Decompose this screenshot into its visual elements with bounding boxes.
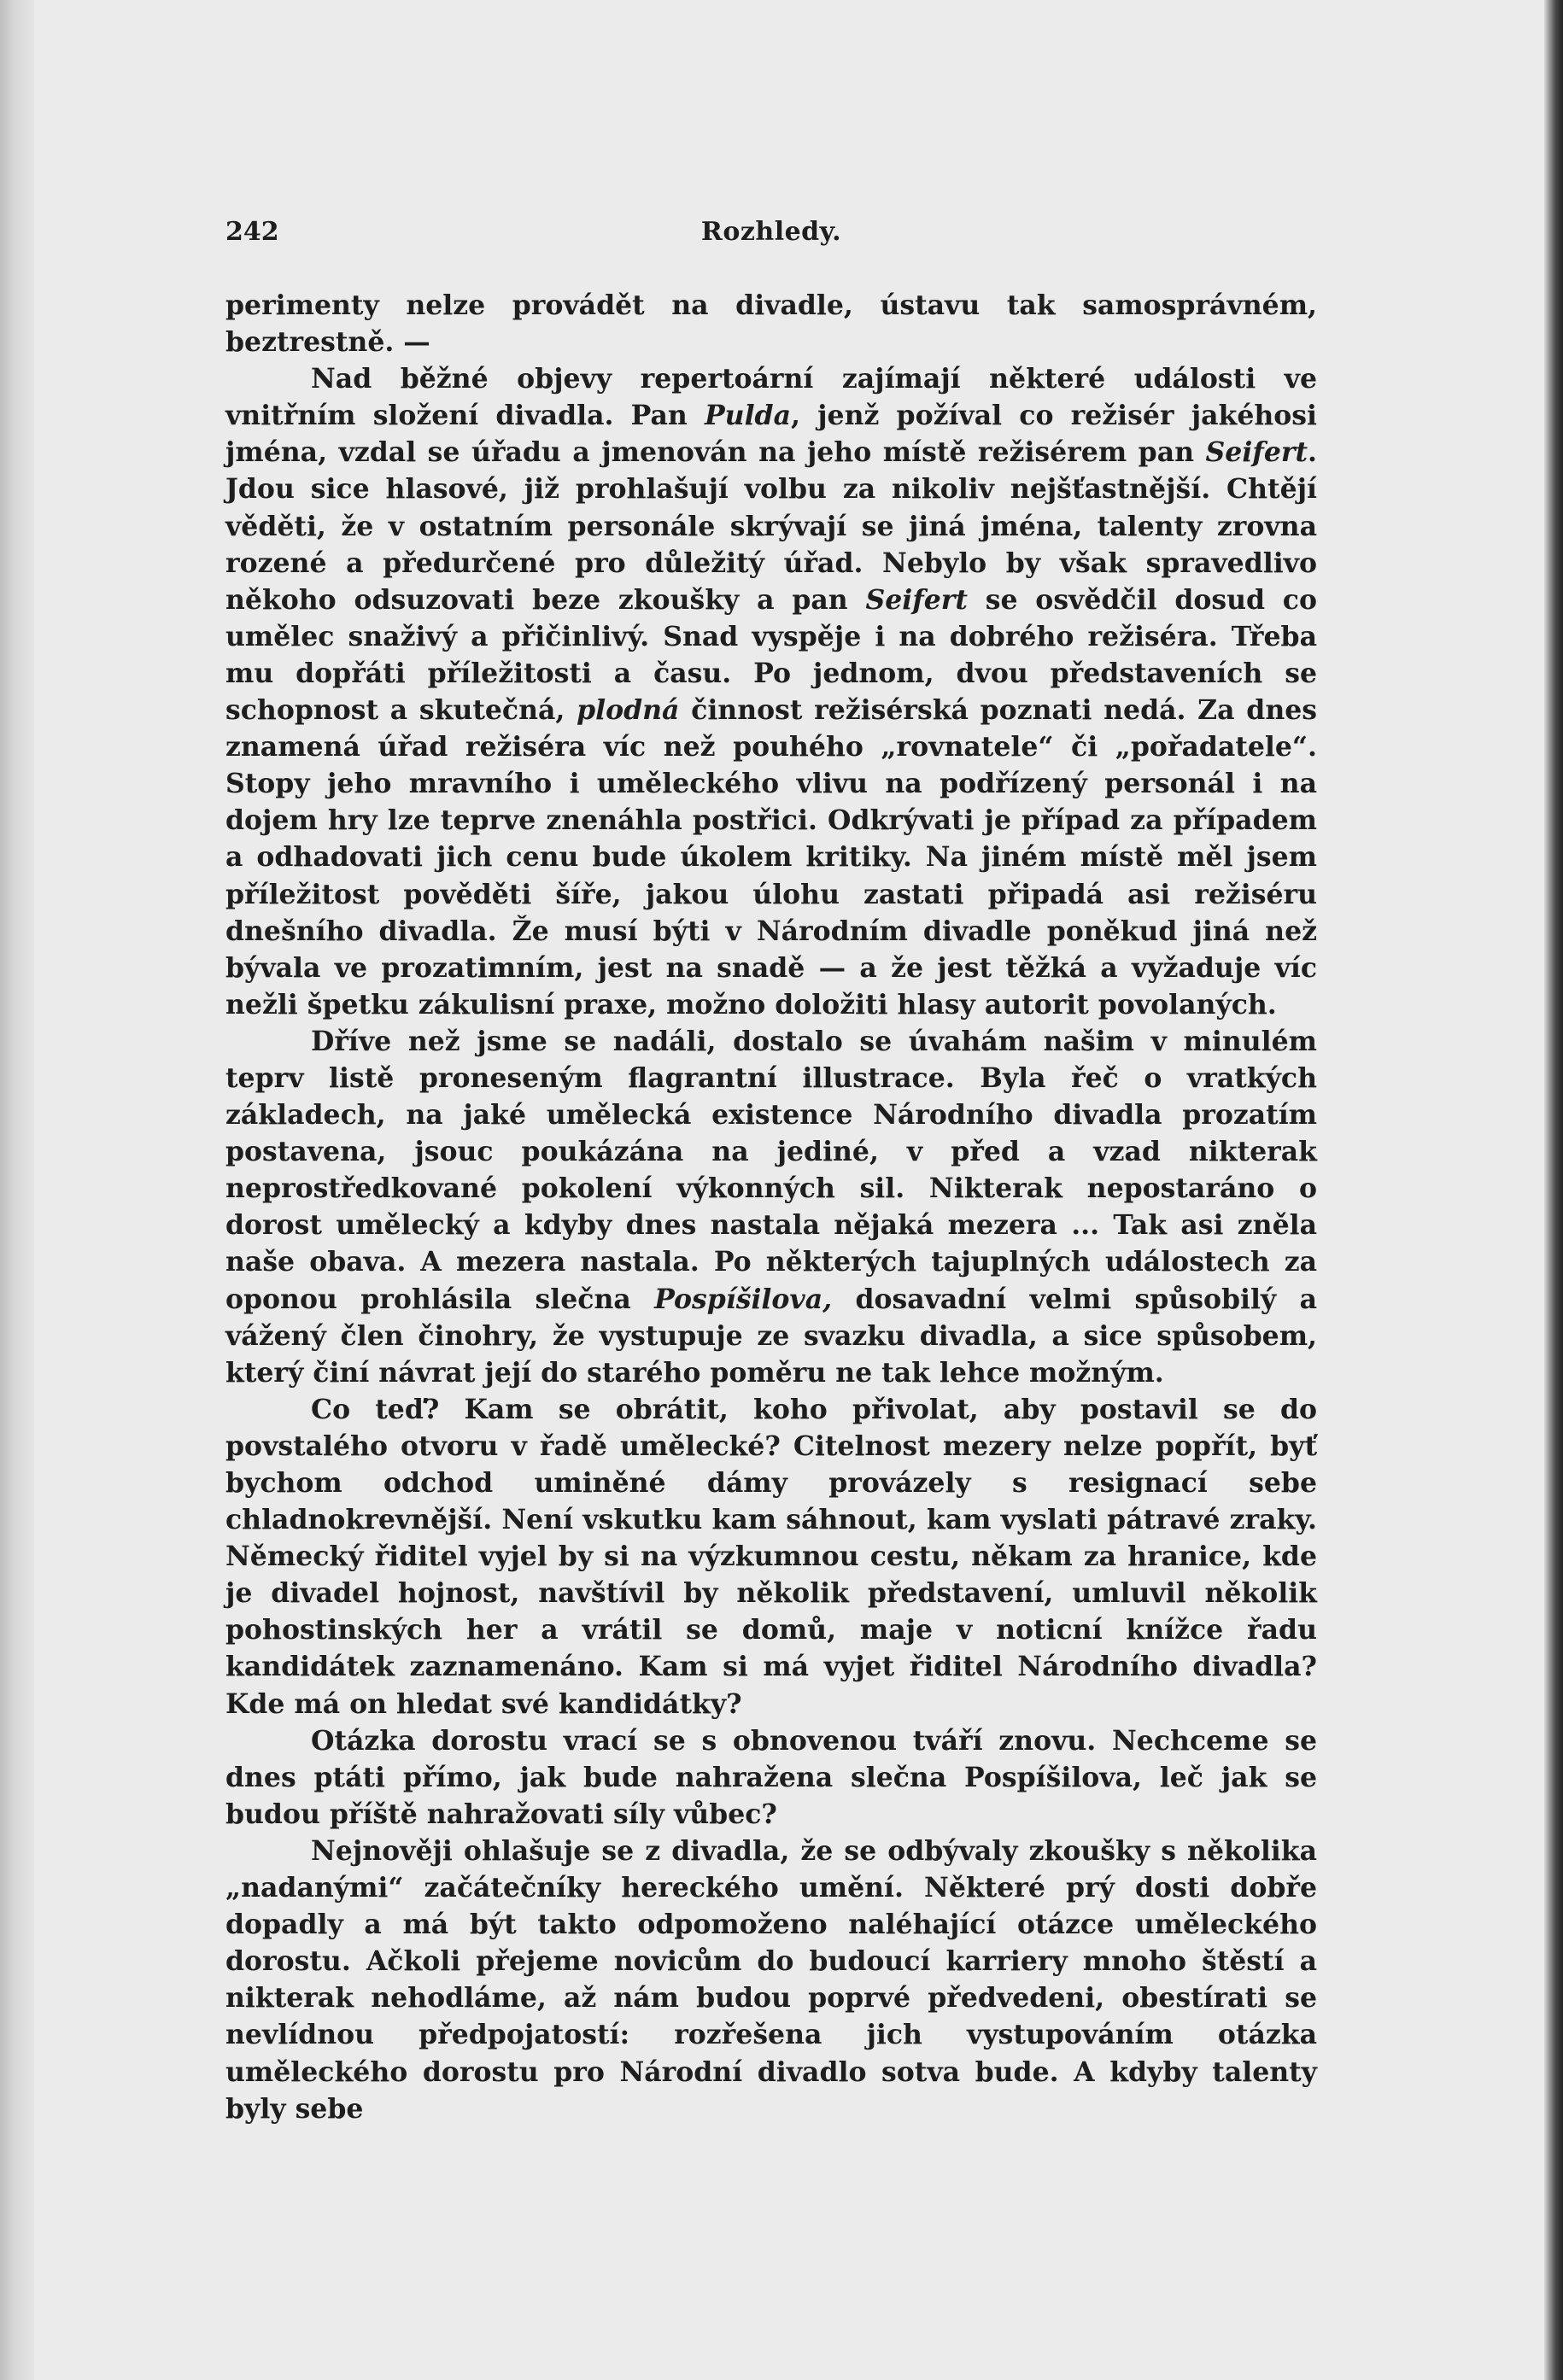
book-page [225,0,1317,2380]
name-pospisilova: Pospíšilova, [654,1283,833,1315]
paragraph-what-now: Co teď? Kam se obrátit, koho přivolat, aby postavil se do povstalého otvoru v řadě umělecké? Citelnost mezery nelze popřít, byť bychom odchod uminěné dámy provázely s resignací sebe chladnokrevnější. Není vskutku kam sáhnout, kam vyslati pátravé zraky. Německý řiditel vyjel by si na výzkumnou cestu, někam za hranice, kde je divadel hojnost, navštívil by několik představení, umluvil několik pohostinských her a vrátil se domů, maje v noticní knížce řadu kandidátek zaznamenáno. Kam si má vyjet řiditel Národního divadla? Kde má on hledat své kandidátky? [225,1393,1317,1720]
paragraph-gap: Dříve než jsme se nadáli, dostalo se úvahám našim v minulém teprv listě proneseným flagrantní illustrace. Byla řeč o vratkých základech, na jaké umělecká existence Národního divadla prozatím postavena, jsouc poukázána na jediné, v před a vzad nikterak neprostředkované pokolení výkonných sil. Nikterak nepostaráno o dorost umělecký a kdyby dnes nastala nějaká mezera ... Tak asi zněla naše obava. A mezera nastala. Po některých tajuplných událostech za oponou prohlásila slečna Pospíšilova, dosavadní velmi spůsobilý a vážený člen činohry, že vystupuje ze svazku divadla, a sice spůsobem, který činí návrat její do starého poměru ne tak lehce možným. [225,1025,1317,1389]
binding-shadow [0,0,34,2380]
paragraph-continuation: perimenty nelze provádět na divadle, ústavu tak samosprávném, beztrestně. — [225,289,1317,359]
name-seifert: Seifert [1205,436,1308,469]
emphasis-plodna: plodná [577,694,680,727]
name-seifert: Seifert [865,583,968,616]
paragraph-director: Nad běžné objevy repertoární zajímají některé události ve vnitřním složení divadla. Pan Pulda, jenž požíval co režisér jakéhosi jména, vzdal se úřadu a jmenován na jeho místě režisérem pan Seifert. Jdou sice hlasové, již prohlašují volbu za nikoliv nejšťastnější. Chtějí věděti, že v ostatním personále skrývají se jiná jména, talenty zrovna rozené a předurčené pro důležitý úřad. Nebylo by však spravedlivo někoho odsuzovati beze zkoušky a pan Seifert se osvědčil dosud co umělec snaživý a přičinlivý. Snad vyspěje i na dobrého režiséra. Třeba mu dopřáti příležitosti a času. Po jednom, dvou představeních se schopnost a skutečná, plodná činnost režisérská poznati nedá. Za dnes znamená úřad režiséra víc než pouhého „rovnatele“ či „pořadatele“. Stopy jeho mravního i uměleckého vlivu na podřízený personál i na dojem hry lze teprve znenáhla postřici. Odkrývati je případ za případem a odhadovati jich cenu bude úkolem kritiky. Na jiném místě měl jsem příležitost pověděti šíře, jakou úlohu zastati připadá asi režiséru dnešního divadla. Že musí býti v Národním divadle poněkud jiná než bývala ve prozatimním, jest na snadě — a že jest těžká a vyžaduje víc nežli špetku zákulisní praxe, možno doložiti hlasy autorit povolaných. [225,363,1317,1020]
running-head: Rozhledy. [700,217,842,247]
paragraph-auditions: Nejnověji ohlašuje se z divadla, že se odbývaly zkoušky s několika „nadanými“ začátečníky hereckého umění. Některé prý dosti dobře dopadly a má být takto odpomoženo naléhající otázce uměleckého dorostu. Ačkoli přejeme novicům do budoucí karriery mnoho štěstí a nikterak nehodláme, až nám budou poprvé předvedeni, obestírati se nevlídnou předpojatostí: rozřešena jich vystupováním otázka uměleckého dorostu pro Národní divadlo sotva bude. A kdyby talenty byly sebe [225,1834,1317,2125]
page-header [225,213,1317,252]
page-edge [1544,0,1563,2380]
paragraph-succession: Otázka dorostu vrací se s obnovenou tváří znovu. Nechceme se dnes ptáti přímo, jak bude nahražena slečna Pospíšilova, leč jak se budou příště nahražovati síly vůbec? [225,1724,1317,1830]
name-pulda: Pulda [704,400,791,432]
page-number: 242 [225,217,279,247]
body-text [225,287,1317,2127]
